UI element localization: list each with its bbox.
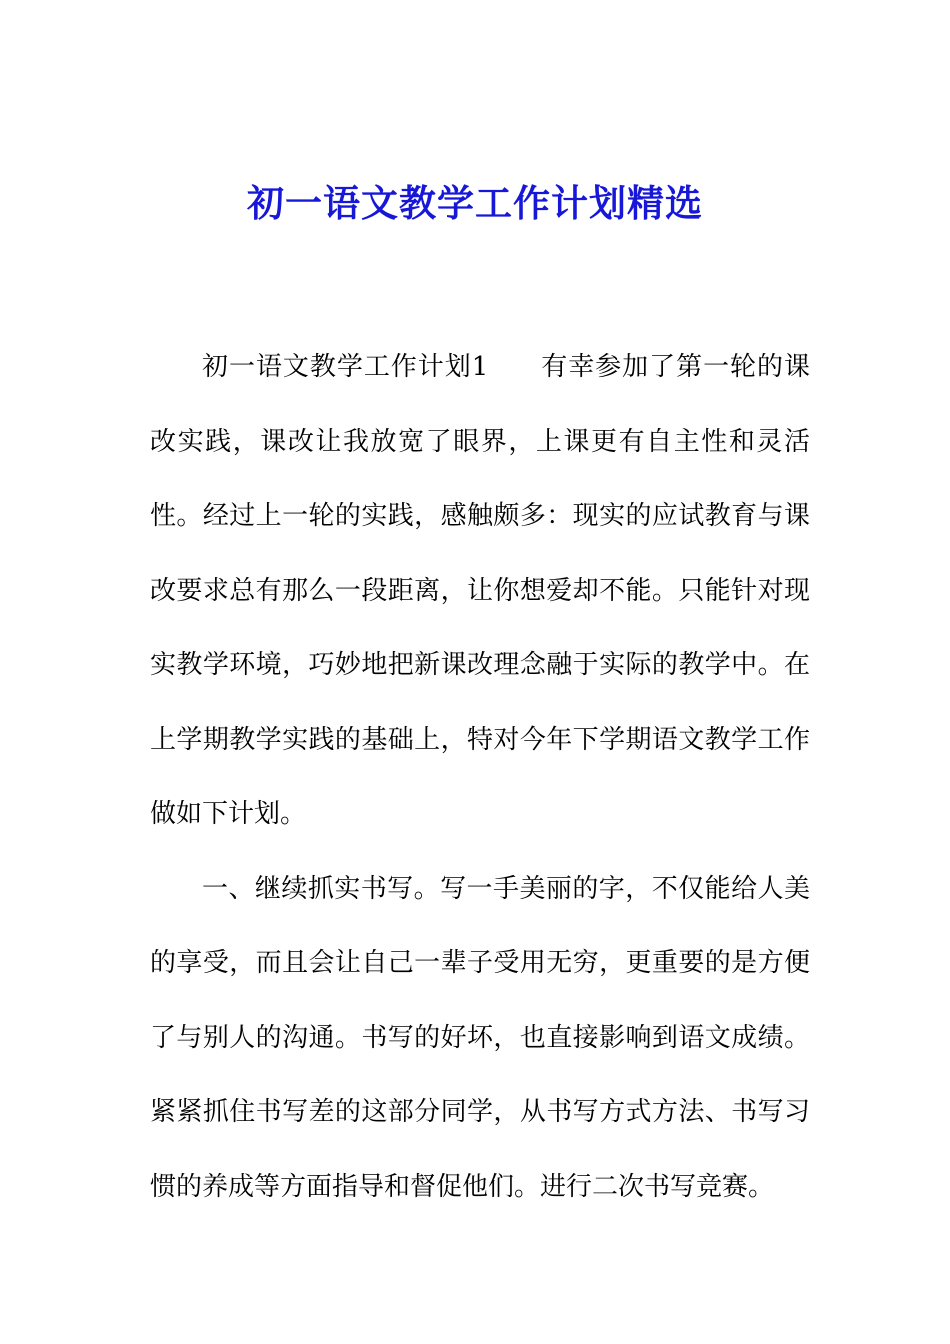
paragraph-2-text: 一、继续抓实书写。写一手美丽的字，不仅能给人美的享受，而且会让自己一辈子受用无穷，更重要的是方便了与别人的沟通。书写的好坏，也直接影响到语文成绩。紧紧抓住书写差的这部分同学，从书写方式方法、书写习惯的养成等方面指导和督促他们。进行二次书写竞赛。 bbox=[150, 873, 810, 1202]
document-title: 初一语文教学工作计划精选 bbox=[247, 181, 703, 225]
document-body bbox=[150, 330, 810, 1224]
paragraph-1 bbox=[150, 330, 810, 852]
paragraph-2 bbox=[150, 852, 810, 1225]
paragraph-1-text: 有幸参加了第一轮的课改实践，课改让我放宽了眼界，上课更有自主性和灵活性。经过上一轮的实践，感触颇多：现实的应试教育与课改要求总有那么一段距离，让你想爱却不能。只能针对现实教学环境，巧妙地把新课改理念融于实际的教学中。在上学期教学实践的基础上，特对今年下学期语文教学工作做如下计划。 bbox=[150, 352, 810, 829]
section-heading: 初一语文教学工作计划1 bbox=[202, 352, 489, 382]
